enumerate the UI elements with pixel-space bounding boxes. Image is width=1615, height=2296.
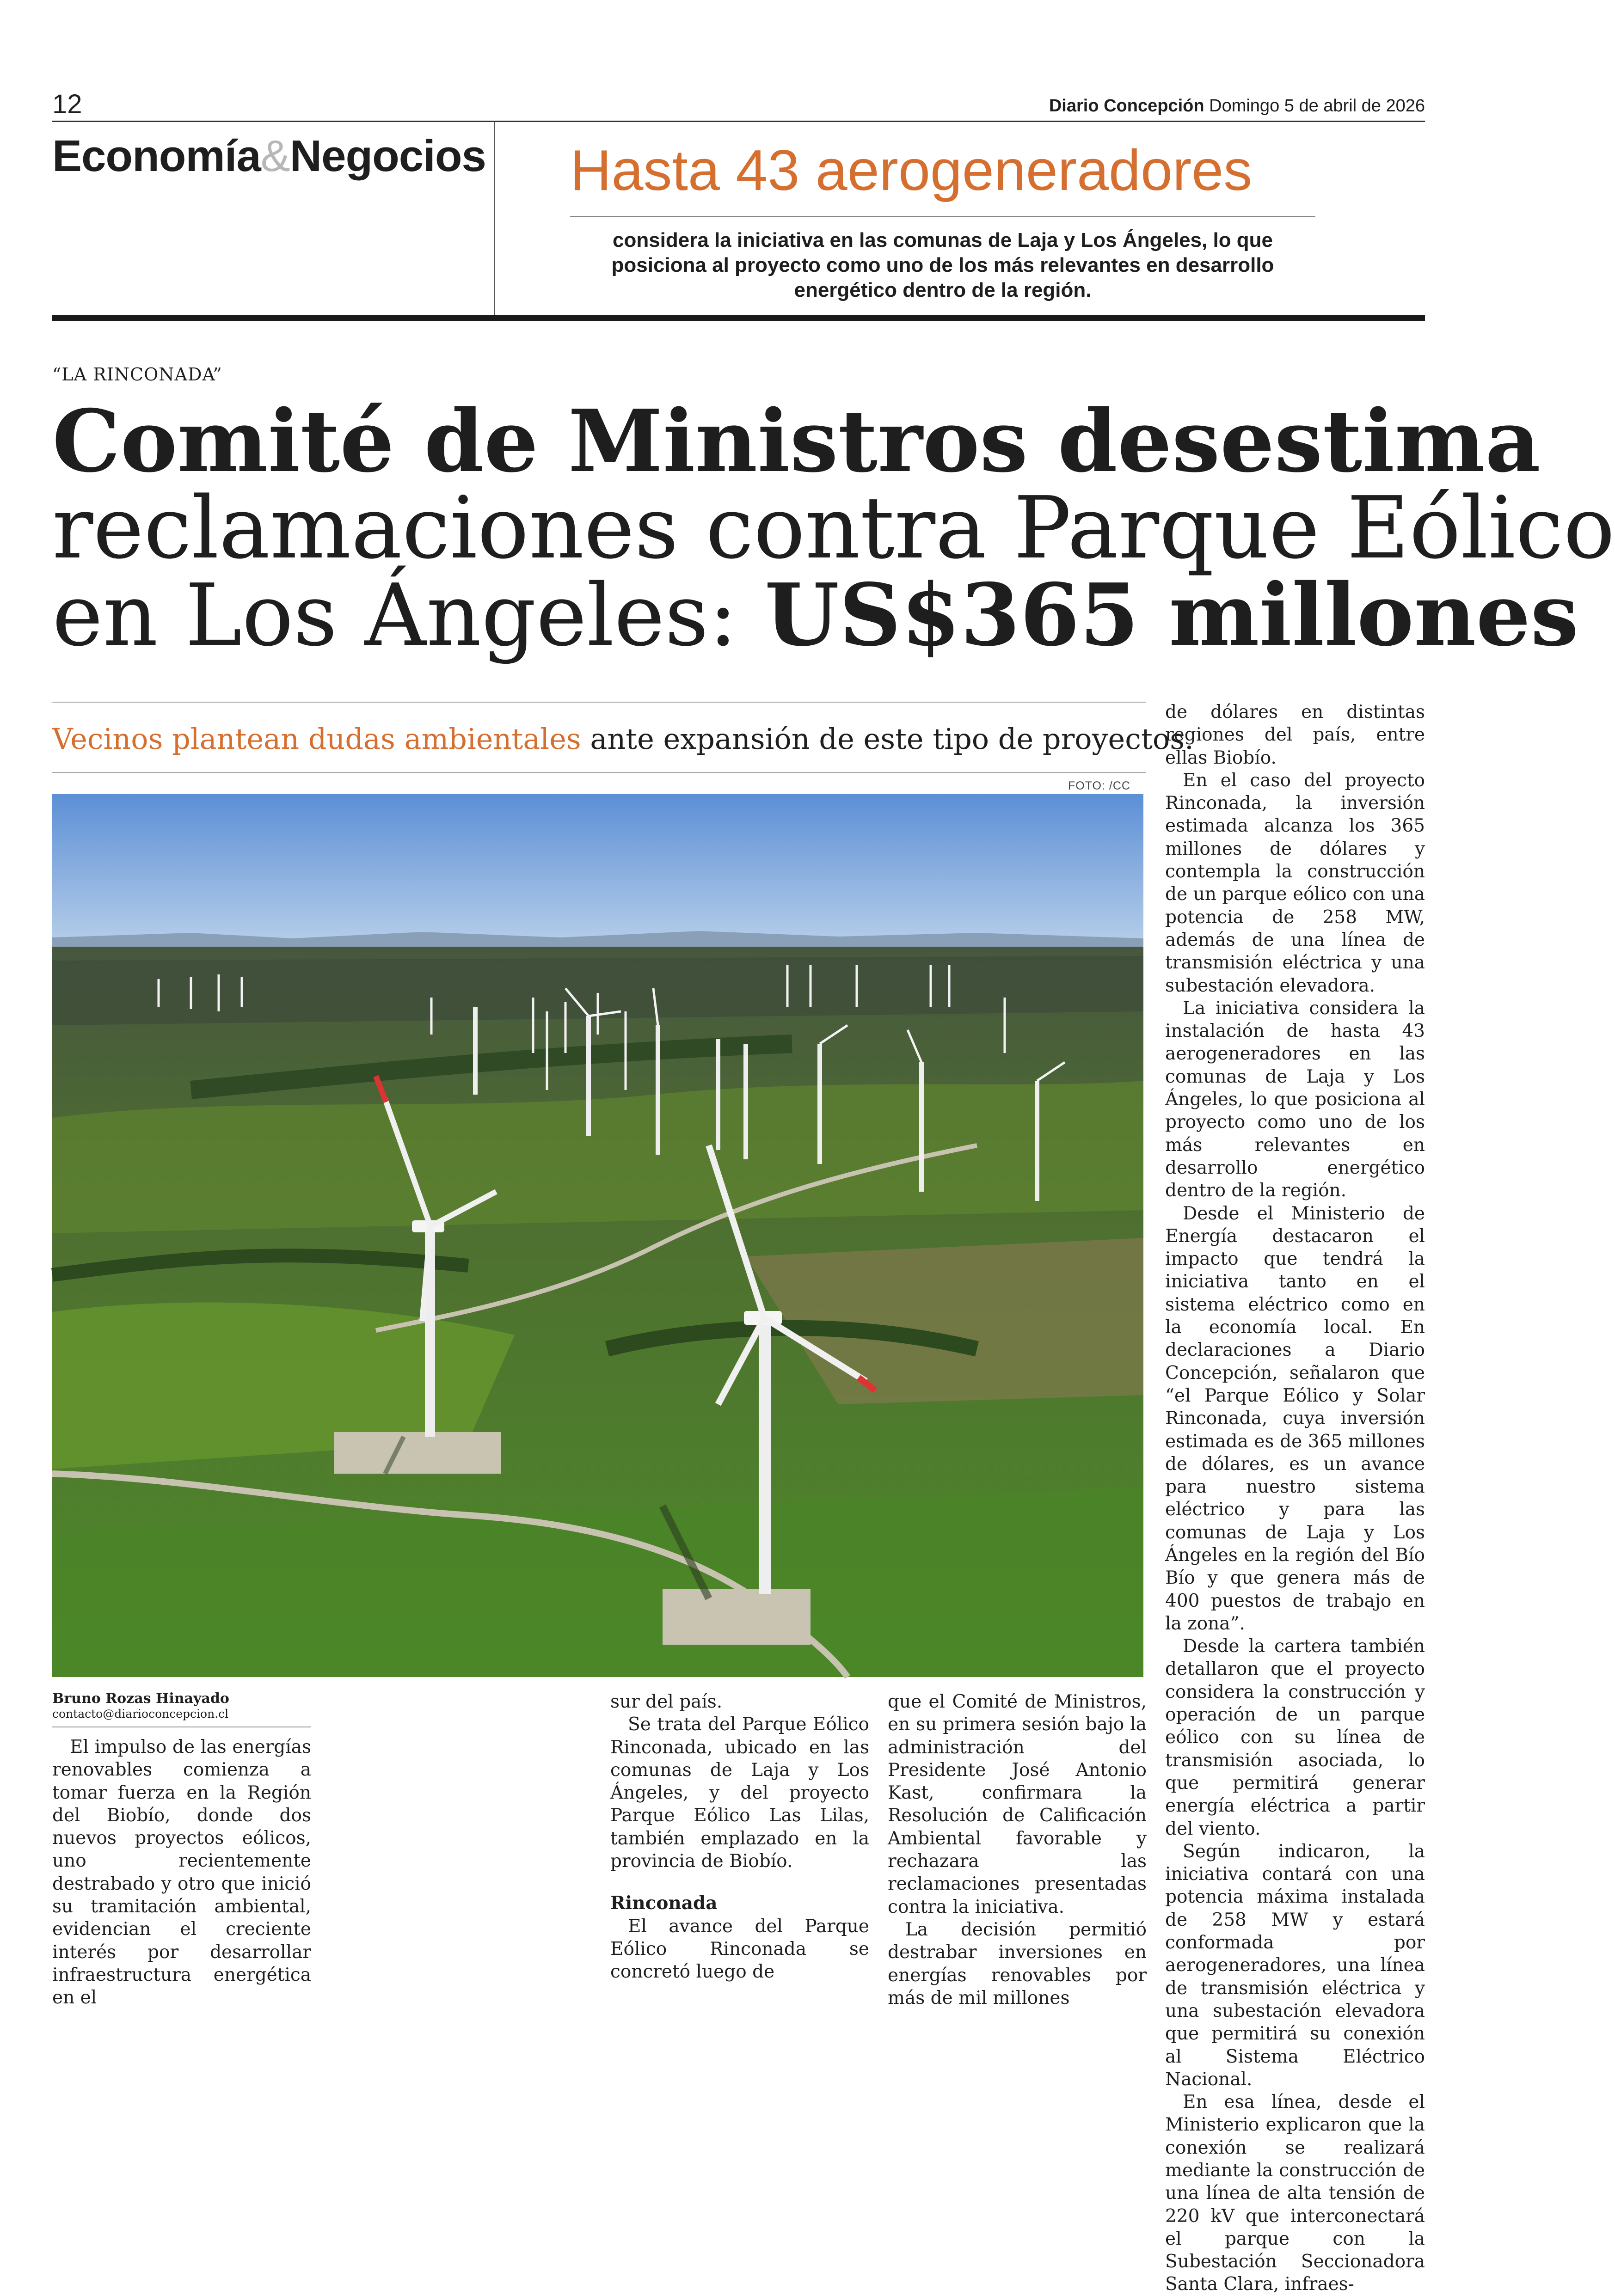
- headline-line-2: reclamaciones contra Parque Eólico: [52, 478, 1615, 578]
- article-deck: [52, 722, 1194, 756]
- deck-rest: ante expansión de este tipo de proyectos.: [581, 722, 1194, 756]
- header-divider: [494, 122, 495, 315]
- header-bottom-rule: [52, 315, 1425, 321]
- page-number: 12: [52, 89, 82, 119]
- teaser-title: Hasta 43 aerogeneradores: [570, 139, 1253, 202]
- top-rule: [52, 121, 1425, 122]
- deck-bottom-rule: [52, 772, 1146, 773]
- subheading: Rinconada: [610, 1892, 718, 1914]
- body-paragraph: El impulso de las energías renovables comienza a tomar fuerza en la Región del Biobío, donde dos nuevos proyectos eólicos, uno recientemente destrabado y otro que inició su tramitación ambiental, evidencian el creciente interés por desarrollar infraestructura energética en el: [52, 1737, 311, 2008]
- teaser-body: considera la iniciativa en las comunas de Laja y Los Ángeles, lo que posiciona al proyecto como uno de los más relevantes en desarrollo energético dentro de la región.: [611, 229, 1274, 301]
- section-label: [52, 131, 486, 182]
- body-paragraph: de dólares en distintas regiones del país, entre ellas Biobío.: [1165, 702, 1425, 768]
- article-photo: [52, 794, 1143, 1677]
- article-column-1: [52, 1690, 311, 2009]
- headline-line-3: [52, 564, 1579, 665]
- newspaper-name: Diario Concepción: [1049, 96, 1204, 116]
- section-word-2: Negocios: [289, 131, 486, 181]
- body-paragraph: Se trata del Parque Eólico Rinconada, ubicado en las comunas de Laja y Los Ángeles, y del proyecto Parque Eólico Las Lilas, también emplazado en la provincia de Biobío.: [610, 1714, 869, 1872]
- section-word-1: Economía: [52, 131, 261, 181]
- body-paragraph: La decisión permitió destrabar inversiones en energías renovables por más de mil millones: [888, 1919, 1147, 2008]
- body-paragraph: En esa línea, desde el Ministerio explicaron que la conexión se realizará mediante la construcción de una línea de alta tensión de 220 kV que interconectará el parque con la Subestación Seccionadora Santa Clara, infraes-: [1165, 2092, 1425, 2295]
- body-paragraph: En el caso del proyecto Rinconada, la inversión estimada alcanza los 365 millones de dólares y contempla la construcción de un parque eólico con una potencia de 258 MW, además de una línea de transmisión eléctrica y una subestación elevadora.: [1165, 770, 1425, 996]
- body-paragraph: Desde el Ministerio de Energía destacaron el impacto que tendrá la iniciativa tanto en el sistema eléctrico como en la economía local. En declaraciones a Diario Concepción, señalaron que “el Parque Eólico y Solar Rinconada, cuya inversión estimada es de 365 millones de dólares, es un avance para nuestro sistema eléctrico y para las comunas de Laja y Los Ángeles en la región del Bío Bío y que genera más de 400 puestos de trabajo en la zona”.: [1165, 1203, 1425, 1634]
- body-paragraph: La iniciativa considera la instalación de hasta 43 aerogeneradores en las comunas de Laja y Los Ángeles, lo que posiciona al proyecto como uno de los más relevantes en desarrollo energético dentro de la región.: [1165, 998, 1425, 1201]
- headline-line-3-normal: en Los Ángeles:: [52, 565, 765, 665]
- body-paragraph: sur del país.: [610, 1691, 723, 1712]
- teaser-rule: [570, 216, 1315, 217]
- headline-line-3-bold: US$365 millones: [764, 564, 1579, 665]
- deck-top-rule: [52, 702, 1146, 703]
- article-kicker: “LA RINCONADA”: [52, 364, 222, 385]
- article-headline: [52, 391, 1615, 665]
- body-paragraph: Desde la cartera también detallaron que el proyecto considera la construcción y operación de un parque eólico con su línea de transmisión asociada, lo que permitirá generar energía eléctrica a partir del viento.: [1165, 1636, 1425, 1839]
- body-paragraph: El avance del Parque Eólico Rinconada se concretó luego de: [610, 1916, 869, 1983]
- body-paragraph: Según indicaron, la iniciativa contará con una potencia máxima instalada de 258 MW y estará conformada por aerogeneradores, una línea de transmisión eléctrica y una subestación elevadora que permitirá su conexión al Sistema Eléctrico Nacional.: [1165, 1841, 1425, 2090]
- issue-date: Domingo 5 de abril de 2026: [1209, 96, 1425, 116]
- article-column-3: [888, 1690, 1147, 2009]
- deck-highlight: Vecinos plantean dudas ambientales: [52, 722, 581, 756]
- photo-credit: FOTO: /CC: [1068, 779, 1130, 792]
- section-ampersand: &: [260, 131, 290, 181]
- article-column-4: [1165, 701, 1425, 2296]
- article-column-2: [610, 1690, 869, 1984]
- body-paragraph: que el Comité de Ministros, en su primera sesión bajo la administración del Presidente José Antonio Kast, confirmara la Resolución de Calificación Ambiental favorable y rechazara las reclamaciones presentadas contra la iniciativa.: [888, 1691, 1147, 1917]
- author-name: Bruno Rozas Hinayado: [52, 1690, 229, 1707]
- author-email: contacto@diarioconcepcion.cl: [52, 1707, 229, 1720]
- masthead: [1049, 96, 1425, 116]
- headline-line-1: Comité de Ministros desestima: [52, 391, 1541, 491]
